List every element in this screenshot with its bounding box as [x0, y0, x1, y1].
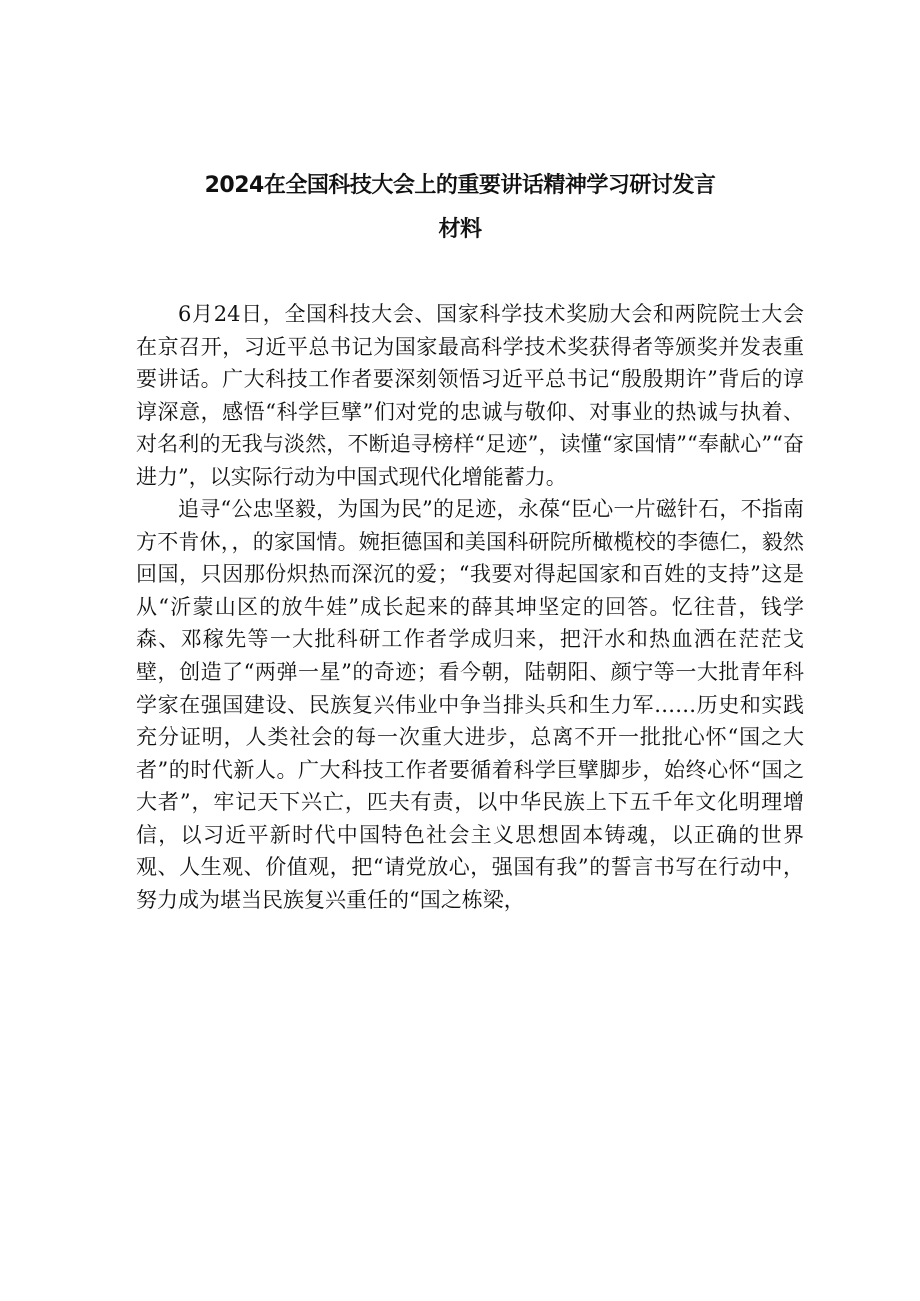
- paragraph-2: 追寻“公忠坚毅，为国为民”的足迹，永葆“臣心一片磁针石，不指南方不肯休，，的家国情。婉拒德国和美国科研院所橄榄校的李德仁，毅然回国，只因那份炽热而深沉的爱；“我要对得起国家和百姓的支持”这是从“沂蒙山区的放牛娃”成长起来的薛其坤坚定的回答。忆往昔，钱学森、邓稼先等一大批科研工作者学成归来，把汗水和热血洒在茫茫戈壁，创造了“两弹一星”的奇迹；看今朝，陆朝阳、颜宁等一大批青年科学家在强国建设、民族复兴伟业中争当排头兵和生力军……历史和实践充分证明，人类社会的每一次重大进步，总离不开一批批心怀“国之大者”的时代新人。广大科技工作者要循着科学巨擘脚步，始终心怀“国之大者”，牢记天下兴亡，匹夫有责，以中华民族上下五千年文化明理增信，以习近平新时代中国特色社会主义思想固本铸魂，以正确的世界观、人生观、价值观，把“请党放心，强国有我”的誓言书写在行动中，努力成为堪当民族复兴重任的“国之栋梁，: [136, 497, 804, 912]
- document-body: [136, 298, 804, 916]
- document-title-line2: 材料: [438, 217, 482, 242]
- document-title-line1: 2024在全国科技大会上的重要讲话精神学习研讨发言: [204, 173, 716, 198]
- paragraph-1: 6月24日，全国科技大会、国家科学技术奖励大会和两院院士大会在京召开，习近平总书记为国家最高科学技术奖获得者等颁奖并发表重要讲话。广大科技工作者要深刻领悟习近平总书记“殷殷期许”背后的谆谆深意，感悟“科学巨擘”们对党的忠诚与敬仰、对事业的热诚与执着、对名利的无我与淡然，不断追寻榜样“足迹”，读懂“家国情”“奉献心”“奋进力”，以实际行动为中国式现代化增能蓄力。: [136, 302, 804, 489]
